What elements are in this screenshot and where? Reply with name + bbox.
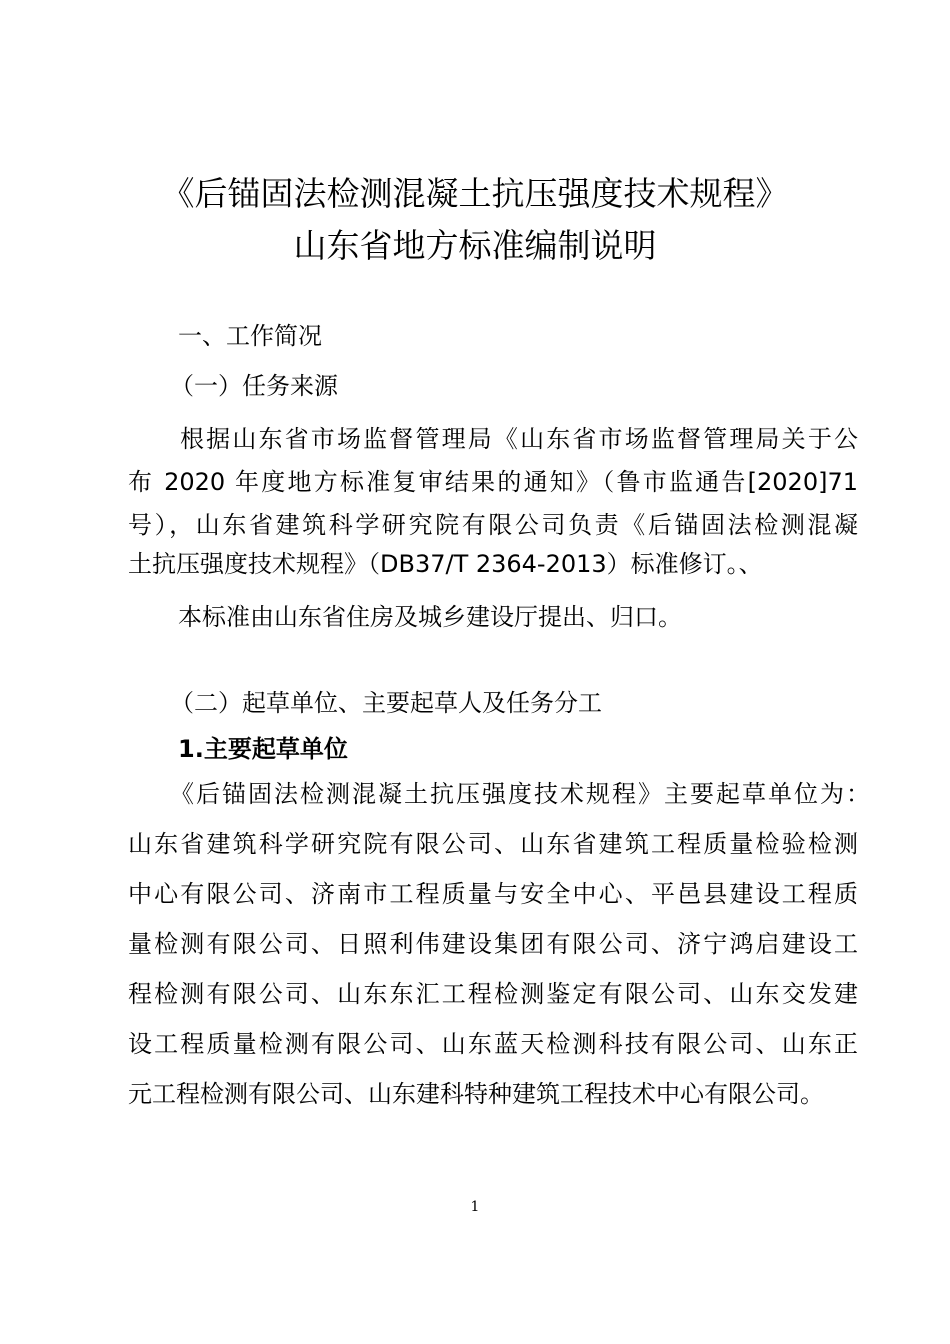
subsection-heading: （二）起草单位、主要起草人及任务分工 <box>170 689 602 717</box>
section-heading: 一、工作简况 <box>178 322 322 350</box>
paragraph-line: 量检测有限公司、日照利伟建设集团有限公司、济宁鸿启建设工 <box>128 930 858 958</box>
document-title-line-1: 《后锚固法检测混凝土抗压强度技术规程》 <box>161 174 789 213</box>
document-title-line-2: 山东省地方标准编制说明 <box>293 226 657 265</box>
page-number: 1 <box>470 1199 480 1215</box>
paragraph-line: 程检测有限公司、山东东汇工程检测鉴定有限公司、山东交发建 <box>128 980 858 1008</box>
paragraph: 本标准由山东省住房及城乡建设厅提出、归口。 <box>178 603 682 631</box>
paragraph-line: 中心有限公司、济南市工程质量与安全中心、平邑县建设工程质 <box>128 880 858 908</box>
paragraph-line: 布 2020 年度地方标准复审结果的通知》（鲁市监通告[2020]71 <box>128 468 858 496</box>
paragraph-line: 《后锚固法检测混凝土抗压强度技术规程》主要起草单位为： <box>170 780 870 808</box>
item-heading: 1.主要起草单位 <box>178 735 348 763</box>
paragraph-line: 根据山东省市场监督管理局《山东省市场监督管理局关于公 <box>180 425 858 453</box>
subsection-heading: （一）任务来源 <box>170 372 338 400</box>
paragraph-line: 号），山东省建筑科学研究院有限公司负责《后锚固法检测混凝 <box>128 511 858 539</box>
paragraph-line: 山东省建筑科学研究院有限公司、山东省建筑工程质量检验检测 <box>128 830 858 858</box>
paragraph-line: 设工程质量检测有限公司、山东蓝天检测科技有限公司、山东正 <box>128 1030 858 1058</box>
paragraph-line: 土抗压强度技术规程》（DB37/T 2364-2013）标准修订。、 <box>128 550 763 578</box>
paragraph-line: 元工程检测有限公司、山东建科特种建筑工程技术中心有限公司。 <box>128 1080 824 1108</box>
